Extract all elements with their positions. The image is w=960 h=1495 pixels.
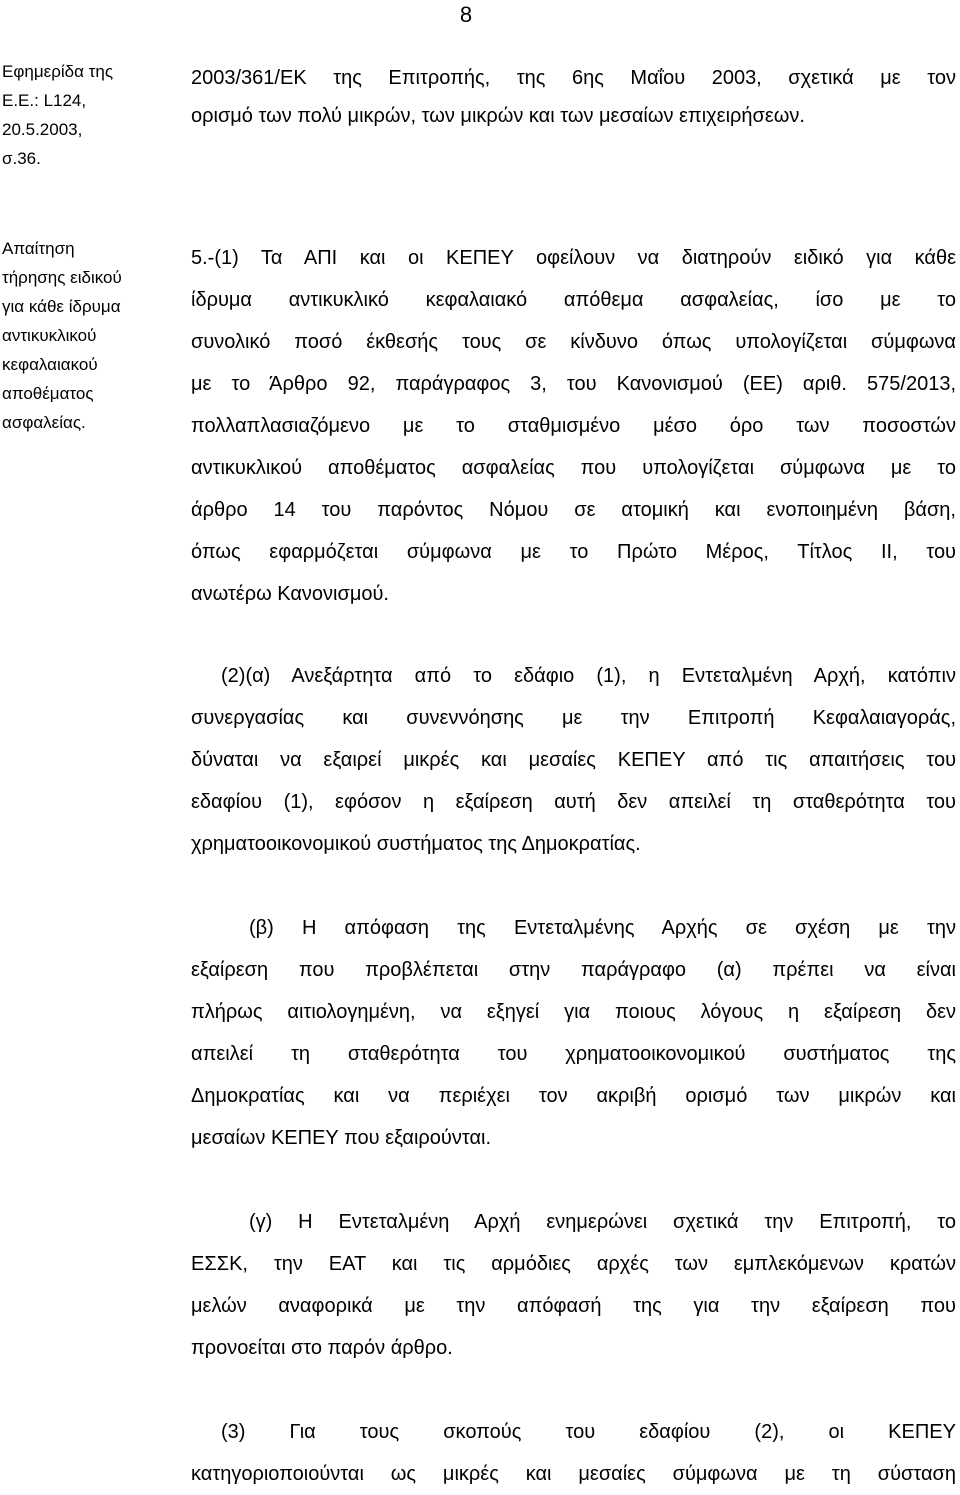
text-line: πολλαπλασιαζόμενο με το σταθμισμένο μέσο όρο των ποσοστών bbox=[191, 415, 956, 437]
margin-note-line: σ.36. bbox=[2, 149, 41, 168]
text-line: ανωτέρω Κανονισμού. bbox=[191, 583, 389, 605]
regulation-reference-paragraph bbox=[191, 59, 956, 135]
section-5-subsection-1 bbox=[191, 237, 956, 615]
text-line: συνεργασίας και συνεννόησης με την Επιτροπή Κεφαλαιαγοράς, bbox=[191, 707, 956, 729]
text-line: απειλεί τη σταθερότητα του χρηματοοικονομικού συστήματος της bbox=[191, 1043, 956, 1065]
margin-note-line: ασφαλείας. bbox=[2, 413, 86, 432]
text-line: ΕΣΣΚ, την ΕΑΤ και τις αρμόδιες αρχές των εμπλεκόμενων κρατών bbox=[191, 1253, 956, 1275]
text-line: ορισμό των πολύ μικρών, των μικρών και των μεσαίων επιχειρήσεων. bbox=[191, 105, 805, 127]
text-line: κατηγοριοποιούνται ως μικρές και μεσαίες σύμφωνα με τη σύσταση bbox=[191, 1463, 956, 1485]
margin-note-line: Ε.Ε.: L124, bbox=[2, 91, 87, 110]
section-5-subsection-2b bbox=[191, 907, 956, 1159]
text-line: ίδρυμα αντικυκλικό κεφαλαιακό απόθεμα ασφαλείας, ίσο με το bbox=[191, 289, 956, 311]
text-line: συνολικό ποσό έκθεσής τους σε κίνδυνο όπως υπολογίζεται σύμφωνα bbox=[191, 331, 956, 353]
text-line: εξαίρεση που προβλέπεται στην παράγραφο (α) πρέπει να είναι bbox=[191, 959, 956, 981]
text-line: δύναται να εξαιρεί μικρές και μεσαίες ΚΕΠΕΥ από τις απαιτήσεις του bbox=[191, 749, 956, 771]
text-line: μελών αναφορικά με την απόφασή της για την εξαίρεση που bbox=[191, 1295, 956, 1317]
text-line: 2003/361/ΕΚ της Επιτροπής, της 6ης Μαΐου 2003, σχετικά με τον bbox=[191, 67, 956, 89]
text-line: (3) Για τους σκοπούς του εδαφίου (2), οι ΚΕΠΕΥ bbox=[221, 1421, 956, 1443]
text-line: (γ) Η Εντεταλμένη Αρχή ενημερώνει σχετικά την Επιτροπή, το bbox=[249, 1211, 956, 1233]
margin-note-buffer-requirement bbox=[2, 234, 177, 437]
text-line: 5.-(1) Τα ΑΠΙ και οι ΚΕΠΕΥ οφείλουν να διατηρούν ειδικό για κάθε bbox=[191, 247, 956, 269]
margin-note-line: για κάθε ίδρυμα bbox=[2, 297, 121, 316]
section-5-subsection-2a bbox=[191, 655, 956, 865]
text-line: (β) Η απόφαση της Εντεταλμένης Αρχής σε σχέση με την bbox=[249, 917, 956, 939]
text-line: χρηματοοικονομικού συστήματος της Δημοκρατίας. bbox=[191, 833, 641, 855]
text-line: πλήρως αιτιολογημένη, να εξηγεί για ποιους λόγους η εξαίρεση δεν bbox=[191, 1001, 956, 1023]
text-line: Δημοκρατίας και να περιέχει τον ακριβή ορισμό των μικρών και bbox=[191, 1085, 956, 1107]
margin-note-line: Εφημερίδα της bbox=[2, 62, 114, 81]
text-line: μεσαίων ΚΕΠΕΥ που εξαιρούνται. bbox=[191, 1127, 492, 1149]
margin-note-gazette-reference bbox=[2, 57, 177, 173]
text-line: άρθρο 14 του παρόντος Νόμου σε ατομική και ενοποιημένη βάση, bbox=[191, 499, 956, 521]
margin-note-line: τήρησης ειδικού bbox=[2, 268, 122, 287]
margin-note-line: αποθέματος bbox=[2, 384, 94, 403]
text-line: εδαφίου (1), εφόσον η εξαίρεση αυτή δεν απειλεί τη σταθερότητα του bbox=[191, 791, 956, 813]
margin-note-line: Απαίτηση bbox=[2, 239, 75, 258]
text-line: όπως εφαρμόζεται σύμφωνα με το Πρώτο Μέρος, Τίτλος ΙΙ, του bbox=[191, 541, 956, 563]
text-line: με το Άρθρο 92, παράγραφος 3, του Κανονισμού (ΕΕ) αριθ. 575/2013, bbox=[191, 373, 956, 395]
text-line: προνοείται στο παρόν άρθρο. bbox=[191, 1337, 453, 1359]
section-5-subsection-2c bbox=[191, 1201, 956, 1369]
text-line: αντικυκλικού αποθέματος ασφαλείας που υπολογίζεται σύμφωνα με το bbox=[191, 457, 956, 479]
text-line: (2)(α) Ανεξάρτητα από το εδάφιο (1), η Εντεταλμένη Αρχή, κατόπιν bbox=[221, 665, 956, 687]
margin-note-line: αντικυκλικού bbox=[2, 326, 97, 345]
section-5-subsection-3 bbox=[191, 1411, 956, 1495]
page-number: 8 bbox=[459, 2, 473, 27]
margin-note-line: κεφαλαιακού bbox=[2, 355, 98, 374]
margin-note-line: 20.5.2003, bbox=[2, 120, 83, 139]
